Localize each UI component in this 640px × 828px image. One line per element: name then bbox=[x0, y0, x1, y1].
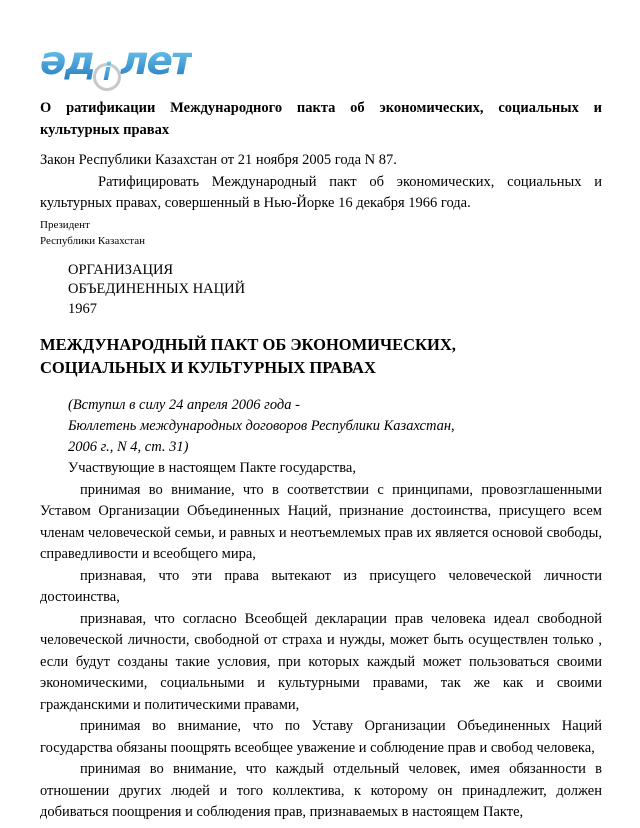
entry-line-1: (Вступил в силу 24 апреля 2006 года - bbox=[68, 397, 300, 413]
preamble-section bbox=[40, 480, 602, 824]
un-organization-block bbox=[40, 261, 602, 320]
un-block-line-3: 1967 bbox=[68, 300, 97, 317]
document-title: О ратификации Международного пакта об экономических, социальных и культурных правах bbox=[40, 100, 602, 138]
signature-block bbox=[40, 217, 602, 250]
logo-text-left: әд bbox=[40, 39, 94, 84]
entry-into-force-block bbox=[40, 395, 602, 458]
logo-lens-letter: і bbox=[102, 58, 112, 86]
ratification-paragraph: Ратифицировать Международный пакт об экономических, социальных и культурных правах, совершенный в Нью-Йорке 16 декабря 1966 года. bbox=[40, 173, 602, 211]
entry-line-3: 2006 г., N 4, ст. 31) bbox=[68, 439, 189, 455]
un-block-line-1: ОРГАНИЗАЦИЯ bbox=[68, 261, 174, 278]
preamble-paragraph: признавая, что эти права вытекают из присущего человеческой личности достоинства, bbox=[40, 567, 602, 605]
signer-country: Республики Казахстан bbox=[40, 235, 146, 247]
preamble-paragraph: принимая во внимание, что каждый отдельный человек, имея обязанности в отношении других людей и того коллектива, к которому он принадлежит, должен добиваться поощрения и соблюдения прав, признаваемых в настоящем Пакте, bbox=[40, 761, 602, 820]
adilet-logo[interactable] bbox=[40, 34, 200, 84]
preamble-paragraph: принимая во внимание, что в соответствии с принципами, провозглашенными Уставом Организации Объединенных Наций, признание достоинства, присущего всем членам человеческой семьи, и равных и неотъемлемых прав их является основой свободы, справедливости и всеобщего мира, bbox=[40, 481, 602, 562]
signer-title: Президент bbox=[40, 218, 90, 231]
covenant-heading bbox=[40, 334, 602, 379]
law-reference-line: Закон Республики Казахстан от 21 ноября 2005 года N 87. bbox=[40, 152, 397, 168]
preamble-paragraph: принимая во внимание, что по Уставу Организации Объединенных Наций государства обязаны поощрять всеобщее уважение и соблюдение прав и свобод человека, bbox=[40, 718, 602, 756]
preamble-paragraph: признавая, что согласно Всеобщей декларации прав человека идеал свободной человеческой личности, свободной от страха и нужды, может быть осуществлен только , если будут созданы такие условия, при которых каждый может пользоваться своими экономическими, социальными и культурными правами, так же как и своими гражданскими и политическими правами, bbox=[40, 610, 602, 713]
entry-line-2: Бюллетень международных договоров Республики Казахстан, bbox=[68, 418, 455, 434]
covenant-heading-line-1: МЕЖДУНАРОДНЫЙ ПАКТ ОБ ЭКОНОМИЧЕСКИХ, bbox=[40, 335, 456, 354]
logo-text-right: лет bbox=[119, 39, 192, 84]
preamble-intro: Участвующие в настоящем Пакте государства, bbox=[68, 460, 356, 476]
magnifier-icon bbox=[93, 58, 121, 91]
covenant-heading-line-2: СОЦИАЛЬНЫХ И КУЛЬТУРНЫХ ПРАВАХ bbox=[40, 357, 376, 377]
un-block-line-2: ОБЪЕДИНЕННЫХ НАЦИЙ bbox=[68, 281, 246, 297]
